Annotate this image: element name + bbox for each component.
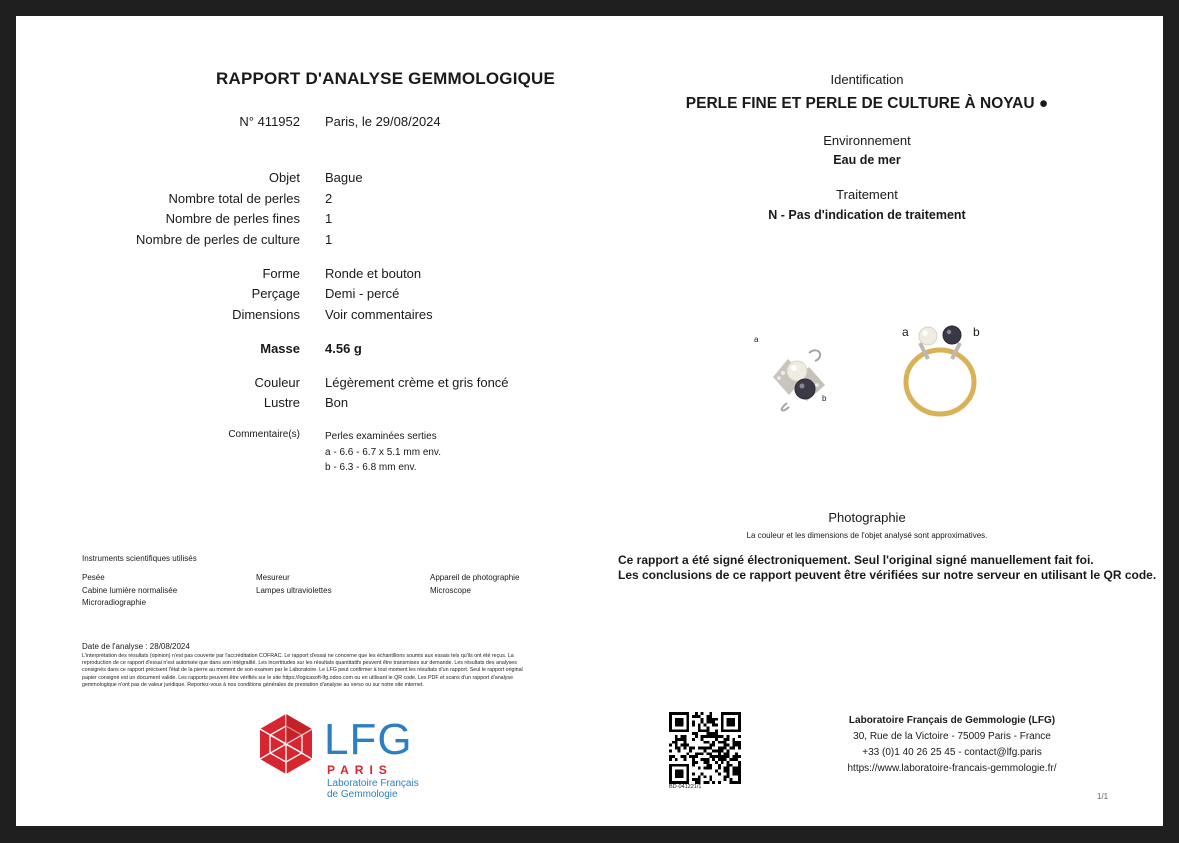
field-value-couleur: Légèrement crème et gris foncé [325, 375, 509, 390]
field-value-masse: 4.56 g [325, 341, 362, 356]
instrument-item: Appareil de photographie [430, 573, 520, 582]
comment-line: Perles examinées serties [325, 431, 437, 442]
photo-label-a: a [754, 335, 759, 344]
photography-heading: Photographie [828, 510, 906, 525]
field-value-forme: Ronde et bouton [325, 266, 422, 281]
report-title: RAPPORT D'ANALYSE GEMMOLOGIQUE [216, 69, 556, 88]
signature-line-2: Les conclusions de ce rapport peuvent être vérifiées sur notre serveur en utilisant le QR code. [618, 568, 1157, 582]
field-label-masse: Masse [260, 341, 300, 356]
legal-line: gemmologique n'ont pas de valeur juridique. Reportez-vous à nos conditions générales de prestation d'analyse au verso ou sur notre site internet. [82, 681, 424, 688]
lab-info [816, 713, 1088, 777]
legal-line: reproduction de ce rapport d'essai n'est autorisée que dans son intégralité. Les incertitudes sur les résultats quantitatifs peuvent être transmises sur demande. Les résultats des analyses [82, 660, 517, 667]
legal-line: consignés dans ce rapport précisent l'état de la pierre au moment de son examen par le Laboratoire. Le LFG peut confirmer à tout moment les résultats d'un rapport. Seul le rapport original [82, 667, 523, 674]
field-label-forme: Forme [262, 266, 300, 281]
analysis-date: Date de l'analyse : 28/08/2024 [82, 642, 190, 651]
lfg-logo-city: PARIS [327, 763, 393, 777]
field-label-dimensions: Dimensions [232, 307, 300, 322]
comment-line: a - 6.6 - 6.7 x 5.1 mm env. [325, 446, 441, 458]
photography-note: La couleur et les dimensions de l'objet analysé sont approximatives. [746, 531, 988, 540]
instrument-item: Lampes ultraviolettes [256, 585, 332, 595]
instruments-col-3 [430, 572, 519, 597]
identification-heading: Identification [830, 72, 904, 87]
lfg-logo-tagline [327, 778, 419, 800]
field-label-couleur: Couleur [254, 375, 300, 390]
treatment-value: N - Pas d'indication de traitement [768, 208, 966, 222]
instrument-item: Microscope [430, 585, 471, 595]
lfg-logo-mark [257, 712, 315, 776]
environment-heading: Environnement [823, 133, 911, 148]
lab-website[interactable]: https://www.laboratoire-francais-gemmologie.fr/ [847, 763, 1057, 774]
identification-value: PERLE FINE ET PERLE DE CULTURE À NOYAU ● [685, 95, 1049, 112]
field-value-objet: Bague [325, 170, 363, 185]
report-page [16, 16, 1163, 826]
lfg-tagline-line: Laboratoire Français [327, 778, 419, 789]
instrument-item: Cabine lumière normalisée [82, 585, 178, 595]
lab-contact: +33 (0)1 40 26 25 45 - contact@lfg.paris [862, 747, 1042, 758]
field-label-natural-pearls: Nombre de perles fines [165, 211, 300, 226]
instrument-item: Microradiographie [82, 598, 147, 607]
instruments-heading: Instruments scientifiques utilisés [82, 554, 197, 563]
field-value-dimensions: Voir commentaires [325, 307, 433, 322]
lab-name: Laboratoire Français de Gemmologie (LFG) [848, 715, 1056, 726]
ring-photo-side [898, 319, 982, 419]
lab-address: 30, Rue de la Victoire - 75009 Paris - France [853, 731, 1051, 742]
page-number: 1/1 [1097, 792, 1109, 801]
legal-line: papier consigné est un document valide. Les rapports peuvent être vérifiés sur le site https://logicasoft-lfg.odoo.com ou en utilisant le QR code. Les PDF et scans d'un rapport d'analyse [82, 674, 514, 681]
lfg-logo-brand: LFG [324, 715, 413, 764]
field-label-percage: Perçage [251, 286, 300, 301]
field-value-lustre: Bon [325, 395, 349, 410]
report-number: N° 411952 [239, 114, 300, 129]
lfg-tagline-line: de Gemmologie [327, 789, 398, 800]
instruments-col-2 [256, 572, 332, 597]
signature-line-1: Ce rapport a été signé électroniquement. Seul l'original signé manuellement fait foi. [618, 553, 1094, 567]
field-label-cultured-pearls: Nombre de perles de culture [135, 232, 300, 247]
comments-block [325, 429, 441, 476]
instrument-item: Mesureur [256, 573, 290, 582]
legal-line: L'interprétation des résultats (opinion) n'est pas couverte par l'accréditation COFRAC. Le rapport d'essai ne concerne que les échantillons soumis aux essais tels qu'ils ont été reçus. La [82, 653, 514, 659]
environment-value: Eau de mer [833, 153, 901, 167]
field-label-objet: Objet [268, 170, 300, 185]
ring-photo-top [753, 333, 843, 413]
report-date: Paris, le 29/08/2024 [325, 114, 441, 129]
field-label-lustre: Lustre [263, 395, 300, 410]
legal-disclaimer [82, 653, 602, 689]
instruments-col-1 [82, 572, 177, 610]
field-value-total-pearls: 2 [325, 191, 333, 206]
photo-label-b: b [822, 394, 827, 403]
field-value-natural-pearls: 1 [325, 211, 333, 226]
field-value-cultured-pearls: 1 [325, 232, 333, 247]
comment-line: b - 6.3 - 6.8 mm env. [325, 462, 417, 473]
comments-label: Commentaire(s) [228, 429, 300, 440]
treatment-heading: Traitement [836, 187, 898, 202]
photo-label-a-side: a [902, 325, 909, 339]
field-label-total-pearls: Nombre total de perles [168, 191, 300, 206]
field-value-percage: Demi - percé [325, 286, 400, 301]
instrument-item: Pesée [82, 573, 105, 582]
photo-label-b-side: b [973, 325, 980, 339]
verification-qr-code[interactable] [669, 712, 741, 784]
qr-code-id: BD-041221/1 [669, 784, 702, 790]
